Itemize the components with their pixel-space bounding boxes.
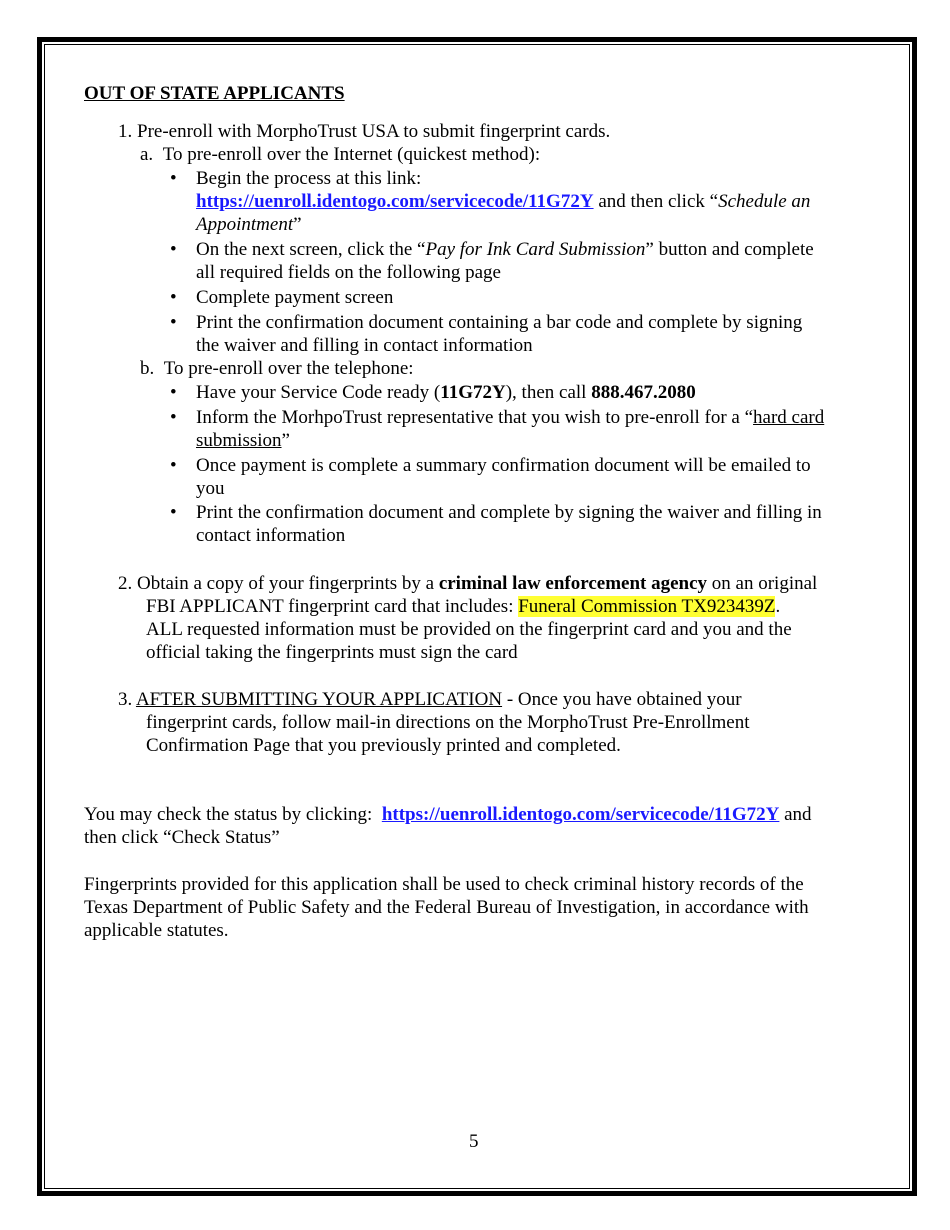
step-1a-bullet-1-after: and then click “ [593,191,719,212]
service-code: 11G72Y [440,382,506,403]
step-1b-bullet-3-line-1: Once payment is complete a summary confirmation document will be emailed to [196,455,811,476]
schedule-appointment-text-2: Appointment [196,214,294,235]
bullet-icon: • [170,287,177,308]
bullet-icon: • [170,407,177,428]
status-line-2: then click “Check Status” [84,827,280,848]
page-title: OUT OF STATE APPLICANTS [84,83,345,104]
servicecode-link[interactable]: https://uenroll.identogo.com/servicecode/11G72Y [196,191,594,212]
notice-line-3: applicable statutes. [84,920,229,941]
step-1a-bullet-2-line-1 [196,238,814,262]
step-2-line-2-pre: FBI APPLICANT fingerprint card that includes: [146,596,519,617]
step-3-line-3: Confirmation Page that you previously printed and completed. [146,735,621,756]
step-1a-text: To pre-enroll over the Internet (quickest method): [162,144,541,165]
step-2-line-3: ALL requested information must be provided on the fingerprint card and you and the [146,619,792,640]
step-1b-text: To pre-enroll over the telephone: [163,358,414,379]
step-2-line-4: official taking the fingerprints must sign the card [146,642,518,663]
step-1a-letter: a. [140,144,154,165]
step-1a [140,143,540,167]
step-1a-bullet-4-line-2: the waiver and filling in contact information [196,335,533,356]
step-1a-bullet-4-line-1: Print the confirmation document containing a bar code and complete by signing [196,312,803,333]
status-line-1 [84,803,812,827]
step-1b-bullet-4-line-1: Print the confirmation document and complete by signing the waiver and filling in [196,502,822,523]
step-3-post: - Once you have obtained your [502,689,742,710]
quote-close: ” [281,430,290,451]
step-1b-bullet-2-text: Inform the MorhpoTrust representative that you wish to pre-enroll for a “ [196,407,754,428]
step-1b-bullet-2-line-2 [196,429,290,453]
step-3-number: 3. [118,689,133,710]
bullet-icon: • [170,312,177,333]
step-1a-bullet-1-line-1: Begin the process at this link: [196,168,422,189]
step-1a-bullet-3: Complete payment screen [196,287,394,308]
step-1a-bullet-2-post: ” button and complete [645,239,814,260]
bullet-icon: • [170,239,177,260]
after-submitting-heading: AFTER SUBMITTING YOUR APPLICATION [135,689,503,710]
phone-number: 888.467.2080 [591,382,696,403]
schedule-appointment-text-1: Schedule an [718,191,811,212]
step-1b-bullet-4-line-2: contact information [196,525,346,546]
step-1b [140,357,414,381]
bullet-icon: • [170,502,177,523]
step-1a-bullet-2-line-2: all required fields on the following page [196,262,501,283]
status-post: and [779,804,812,825]
status-pre: You may check the status by clicking: [84,804,382,825]
step-3-line-1 [118,688,742,712]
notice-line-1: Fingerprints provided for this application shall be used to check criminal history records of the [84,874,804,895]
step-1a-bullet-1-line-2 [196,190,810,214]
step-1b-bullet-1-mid: ), then call [505,382,592,403]
step-1-text: Pre-enroll with MorphoTrust USA to submit fingerprint cards. [137,121,611,142]
bullet-icon: • [170,382,177,403]
step-1b-bullet-3-line-2: you [196,478,225,499]
step-1-number: 1. [118,121,133,142]
ori-highlight: Funeral Commission TX923439Z [518,596,776,617]
step-1b-bullet-2-line-1 [196,406,824,430]
step-2-line-1 [118,572,817,596]
bullet-icon: • [170,168,177,189]
step-1b-bullet-1-pre: Have your Service Code ready ( [196,382,441,403]
step-2-post: on an original [707,573,818,594]
hard-card-text: hard card [753,407,825,428]
step-1b-bullet-1 [196,381,696,405]
bullet-icon: • [170,455,177,476]
period: . [775,596,781,617]
step-2-number: 2. [118,573,133,594]
status-link[interactable]: https://uenroll.identogo.com/servicecode/11G72Y [381,804,780,825]
step-2-line-2 [146,595,780,619]
quote-close: ” [293,214,302,235]
submission-text: submission [196,430,282,451]
step-1b-letter: b. [140,358,155,379]
notice-line-2: Texas Department of Public Safety and the Federal Bureau of Investigation, in accordance with [84,897,809,918]
pay-ink-card-text: Pay for Ink Card Submission [425,239,646,260]
criminal-law-enforcement-text: criminal law enforcement agency [438,573,708,594]
step-1a-bullet-1-line-3 [196,213,302,237]
step-2-pre: Obtain a copy of your fingerprints by a [137,573,439,594]
step-1a-bullet-2-pre: On the next screen, click the “ [196,239,426,260]
page-number: 5 [469,1131,479,1152]
step-1 [118,120,610,144]
step-3-line-2: fingerprint cards, follow mail-in directions on the MorphoTrust Pre-Enrollment [146,712,750,733]
